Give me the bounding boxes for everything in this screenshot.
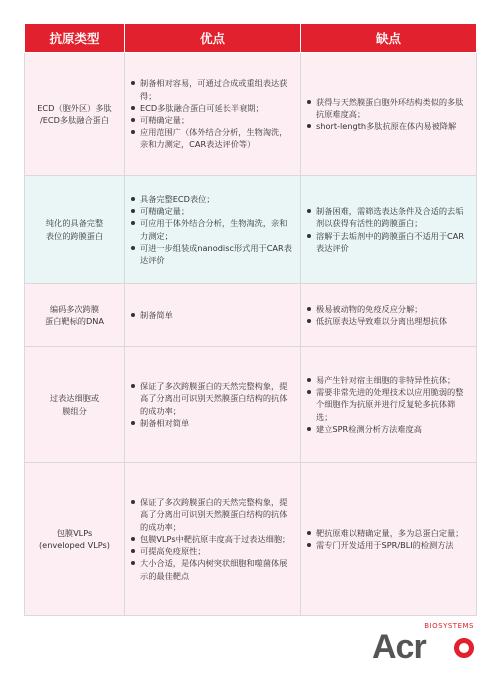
antigen-type-cell: ECD（胞外区）多肽 /ECD多肽融合蛋白 [25, 53, 125, 176]
list-item: 制备相对容易，可通过合成或重组表达获得； [140, 77, 292, 101]
list-item: 需要非常先进的处理技术以应用脆弱的整个细胞作为抗原并进行反复轮多抗体筛选； [316, 386, 468, 423]
header-pros: 优点 [125, 24, 301, 53]
table-header-row [25, 24, 477, 53]
list-item: 大小合适，是体内树突状细胞和噬菌体展示的最佳靶点 [140, 557, 292, 581]
cons-cell [301, 463, 477, 616]
logo-subtitle: BIOSYSTEMS [424, 622, 474, 630]
list-item: 获得与天然膜蛋白胞外环结构类似的多肽抗原难度高； [316, 96, 468, 120]
list-item: 具备完整ECD表位； [140, 193, 292, 205]
brand-logo [372, 622, 474, 668]
list-item: 保证了多次跨膜蛋白的天然完整构象，提高了分离出可识别天然膜蛋白结构的抗体的成功率； [140, 380, 292, 417]
cons-cell [301, 53, 477, 176]
list-item: 保证了多次跨膜蛋白的天然完整构象，提高了分离出可识别天然膜蛋白结构的抗体的成功率； [140, 496, 292, 533]
list-item: 可应用于体外结合分析，生物淘洗，亲和力测定； [140, 217, 292, 241]
list-item: 可精确定量； [140, 114, 292, 126]
antigen-type-cell: 包膜VLPs (enveloped VLPs) [25, 463, 125, 616]
list-item: 包膜VLPs中靶抗原丰度高于过表达细胞； [140, 533, 291, 544]
list-item: 制备相对简单 [140, 417, 292, 429]
pros-cell [125, 53, 301, 176]
logo-ring-icon [454, 638, 474, 658]
list-item: short-length多肽抗原在体内易被降解 [316, 120, 468, 132]
list-item: 应用范围广（体外结合分析，生物淘洗，亲和力测定，CAR表达评价等） [140, 126, 292, 150]
antigen-type-cell: 编码多次跨膜 蛋白靶标的DNA [25, 284, 125, 347]
table-row [25, 176, 477, 284]
list-item: 可进一步组装成nanodisc形式用于CAR表达评价 [140, 242, 292, 265]
list-item: 建立SPR检测分析方法难度高 [316, 423, 468, 435]
antigen-type-cell: 过表达细胞或 膜组分 [25, 347, 125, 463]
list-item: 需专门开发适用于SPR/BLI的检测方法 [316, 539, 468, 551]
list-item: 制备困难，需筛选表达条件及合适的去垢剂以获得有活性的跨膜蛋白； [316, 205, 468, 229]
list-item: 制备简单 [140, 309, 292, 321]
cons-cell [301, 284, 477, 347]
list-item: 可提高免疫原性； [140, 545, 292, 557]
table-row [25, 53, 477, 176]
pros-cell [125, 284, 301, 347]
list-item: 可精确定量； [140, 205, 292, 217]
pros-cell [125, 463, 301, 616]
list-item: 极易被动物的免疫反应分解； [316, 303, 468, 315]
table-row [25, 284, 477, 347]
antigen-type-cell: 纯化的具备完整 表位的跨膜蛋白 [25, 176, 125, 284]
list-item: 靶抗原难以精确定量，多为总蛋白定量； [316, 527, 468, 539]
list-item: ECD多肽融合蛋白可延长半衰期； [140, 102, 292, 114]
table-row [25, 347, 477, 463]
list-item: 易产生针对宿主细胞的非特异性抗体； [316, 374, 468, 386]
cons-cell [301, 176, 477, 284]
antigen-comparison-table [24, 23, 477, 616]
cons-cell [301, 347, 477, 463]
header-cons: 缺点 [301, 24, 477, 53]
table-row [25, 463, 477, 616]
logo-wordmark: Acr [372, 628, 426, 666]
pros-cell [125, 347, 301, 463]
list-item: 低抗原表达导致难以分离出理想抗体 [316, 315, 468, 327]
pros-cell [125, 176, 301, 284]
list-item: 溶解于去垢剂中的跨膜蛋白不适用于CAR表达评价 [316, 230, 468, 254]
header-antigen-type: 抗原类型 [25, 24, 125, 53]
